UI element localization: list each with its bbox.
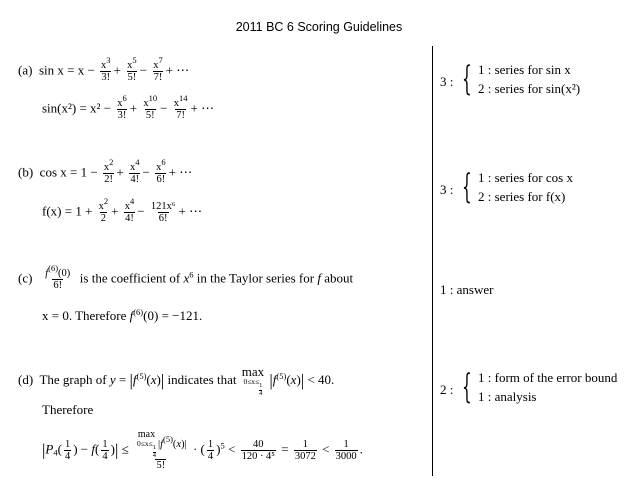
part-d-bound: < 40. [307, 371, 335, 387]
part-c-text1: is the coefficient of [79, 270, 181, 286]
part-b-line2: f(x) = 1 + $\frac{x^2}{2}$ + $\frac{x^4}{4!}$ − $\frac{\text{121x⁶}}{6!}$ + ⋯ [42, 196, 203, 225]
rubric-d-brace: { [462, 367, 472, 407]
rubric-d-item-2: 1 : analysis [478, 389, 537, 404]
part-c-label: (c) [18, 270, 33, 286]
part-b-label: (b) [18, 164, 34, 180]
part-c-line1: (c) $\frac{f^{(6)}(0)}{6!}$ is the coefficient of $x^6$ in the Taylor series for f about [18, 263, 354, 292]
part-b-coef: 121x⁶ [150, 201, 176, 212]
rubric-c-answer: 1 : answer [440, 282, 494, 297]
part-d-frac3000-num: 1 [343, 438, 349, 450]
rubric-d-item-1: 1 : form of the error bound [478, 370, 618, 385]
part-d-text2: indicates that [167, 371, 237, 387]
part-d-frac40-num: 40 [253, 438, 264, 450]
part-d-frac3072-den: 3072 [294, 451, 316, 462]
rubric-a-points: 3 : [440, 74, 454, 89]
part-b-cos-lhs: cos x = 1 − [39, 164, 98, 180]
part-a-sin-lhs: sin x = x − [38, 62, 95, 78]
part-d-frac3072-num: 1 [302, 438, 308, 450]
part-b-f-lhs: f(x) = 1 + [42, 203, 93, 219]
part-c-result: = −121. [161, 308, 203, 323]
rubric-b-item-2: 2 : series for f(x) [478, 189, 566, 204]
part-c-text4: x = 0. Therefore [42, 308, 127, 323]
part-d-inequality: $|P_4$( $\frac{1}{4}$ ) − f( $\frac{1}{4}$ )| ≤ max 0≤x≤ $\frac{1}{4}$ $|f^{(5)}(x)|$ 5! · ( $\frac{1}{4}$ )$^5$ < $\frac{40}{\text{120 · 4⁵}}$ = $\frac{1}{3072}$ < $\frac{1}{3000}$ . [42, 429, 363, 471]
part-a-label: (a) [18, 62, 33, 78]
rubric-c [440, 282, 635, 298]
rubric-b-item-1: 1 : series for cos x [478, 170, 573, 185]
part-d-frac3000-den: 3000 [335, 451, 357, 462]
part-d-text1: The graph of [39, 371, 107, 387]
rubric-a-item-2: 2 : series for sin(x²) [478, 81, 581, 96]
rubric-b-brace: { [462, 167, 472, 207]
part-d-line1: (d) The graph of $y = |f^{(5)}(x)|$ indicates that max 0≤x≤ $\frac{1}{4}$ $|f^{(5)}(x)| < 40$. [18, 364, 335, 397]
part-a-line2: sin(x²) = x² − $\frac{x^6}{3!}$ + $\frac{x^{10}}{5!}$ − $\frac{x^{14}}{7!}$ + ⋯ [42, 93, 215, 122]
part-b-line1: (b) cos x = 1 − $\frac{x^2}{2!}$ + $\frac{x^4}{4!}$ − $\frac{x^6}{6!}$ + ⋯ [18, 157, 193, 186]
page-title: 2011 BC 6 Scoring Guidelines [235, 20, 403, 34]
part-d-therefore: Therefore [42, 402, 94, 417]
part-a-line1: (a) sin x = x − $\frac{x^3}{3!}$ + $\frac{x^5}{5!}$ − $\frac{x^7}{7!}$ + ⋯ [18, 55, 190, 84]
rubric-b-points: 3 : [440, 182, 454, 197]
part-d-label: (d) [18, 371, 34, 387]
part-c-line2: x = 0. Therefore $f^{(6)}(0) = -121$. [42, 307, 203, 323]
rubric-d [440, 368, 635, 416]
rubric-a-brace: { [462, 59, 472, 99]
column-divider [432, 46, 433, 476]
rubric-d-points: 2 : [440, 382, 454, 397]
rubric-b [440, 168, 635, 216]
rubric-a-item-1: 1 : series for sin x [478, 62, 571, 77]
part-c-text3: about [324, 270, 354, 286]
part-c-text2: in the Taylor series for [196, 270, 315, 286]
part-d-frac40-den: 120 · 4⁵ [241, 451, 275, 462]
rubric-a [440, 60, 635, 108]
part-a-sinx2-lhs: sin(x²) = x² − [42, 100, 112, 116]
